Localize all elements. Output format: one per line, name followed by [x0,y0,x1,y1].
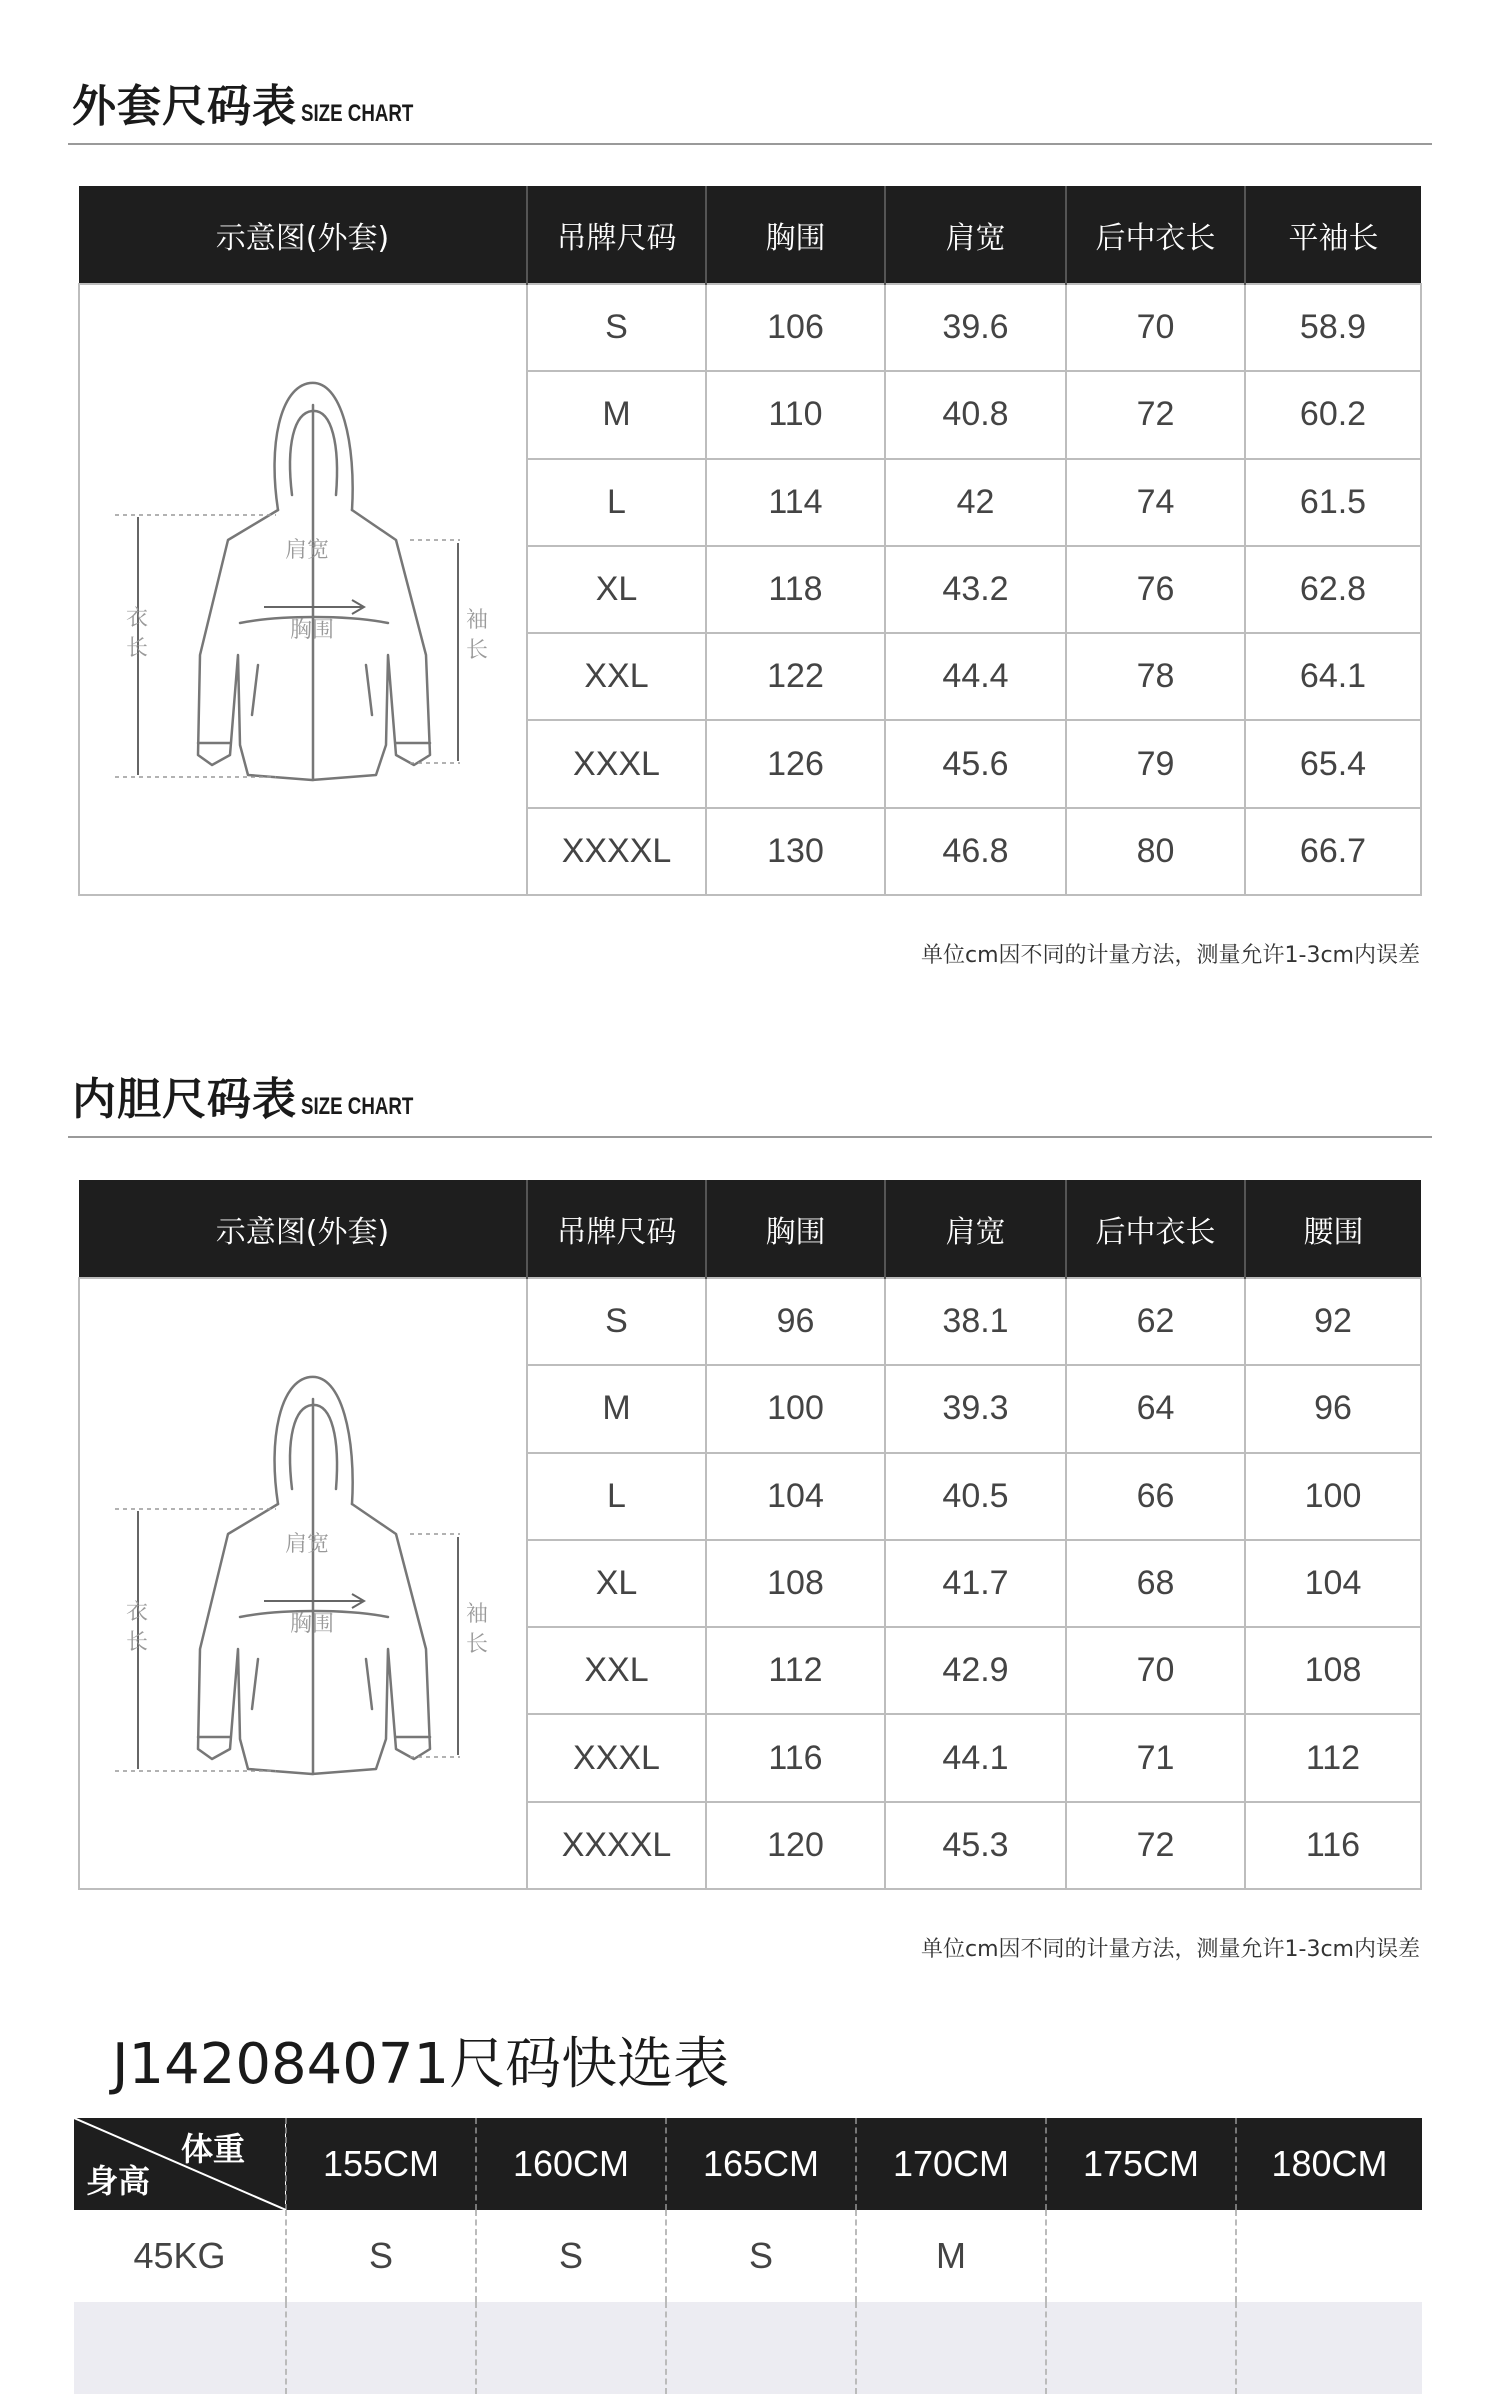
jacket-size-table [78,186,1422,896]
height-col-155: 155CM [286,2118,476,2210]
measurement-cell: 96 [1245,1365,1421,1452]
header-shoulder: 肩宽 [885,1180,1066,1278]
measurement-cell: 130 [706,808,885,895]
header-tag-size: 吊牌尺码 [527,1180,706,1278]
measurement-note: 单位cm因不同的计量方法，测量允许1-3cm内误差 [921,943,1420,968]
measurement-cell: 76 [1066,546,1245,633]
height-col-160: 160CM [476,2118,666,2210]
size-label-cell: XL [527,546,706,633]
header-tag-size: 吊牌尺码 [527,186,706,284]
sleeve-label: 袖 [466,1602,489,1627]
weight-label: 45KG [133,2235,226,2276]
measurement-cell: 120 [706,1802,885,1889]
measurement-cell: 122 [706,633,885,720]
quick-row [74,2302,1422,2394]
measurement-cell: 44.4 [885,633,1066,720]
jacket-diagram [80,1279,528,1879]
header-back-length: 后中衣长 [1066,1180,1245,1278]
size-label-cell: XL [527,1540,706,1627]
measurement-cell: 104 [1245,1540,1421,1627]
quick-cell [1236,2210,1422,2302]
quick-select-title: J142084071尺码快选表 [112,2032,730,2097]
length-label: 衣 [126,1600,149,1625]
measurement-cell: 108 [1245,1627,1421,1714]
quick-cell [666,2302,856,2394]
size-label-cell: XXL [527,1627,706,1714]
measurement-cell: 44.1 [885,1714,1066,1801]
quick-select-table [74,2118,1422,2394]
measurement-cell: 112 [1245,1714,1421,1801]
height-col-175: 175CM [1046,2118,1236,2210]
jacket-illustration-cell [79,1278,527,1889]
measurement-cell: 126 [706,720,885,807]
header-illustration: 示意图(外套) [79,186,527,284]
section-title-liner [72,1063,445,1127]
measurement-cell: 62 [1066,1278,1245,1365]
measurement-cell: 43.2 [885,546,1066,633]
section-subtitle: SIZE CHART [301,1093,414,1120]
jacket-illustration-cell [79,284,527,895]
length-label: 长 [126,1630,149,1655]
measurement-cell: 42 [885,459,1066,546]
measurement-cell: 92 [1245,1278,1421,1365]
measurement-cell: 72 [1066,1802,1245,1889]
quick-cell [476,2302,666,2394]
size-label-cell: XXXXL [527,1802,706,1889]
sleeve-label: 长 [466,1632,489,1657]
section-divider [68,143,1432,145]
chest-label: 胸围 [290,1612,335,1637]
measurement-cell: 66.7 [1245,808,1421,895]
sleeve-label: 袖 [466,608,489,633]
measurement-cell: 114 [706,459,885,546]
measurement-cell: 40.5 [885,1453,1066,1540]
size-row [79,284,1421,371]
header-waist: 腰围 [1245,1180,1421,1278]
measurement-cell: 79 [1066,720,1245,807]
header-chest: 胸围 [706,1180,885,1278]
measurement-cell: 38.1 [885,1278,1066,1365]
header-chest: 胸围 [706,186,885,284]
shoulder-label: 肩宽 [285,538,330,563]
measurement-cell: 96 [706,1278,885,1365]
measurement-cell: 70 [1066,284,1245,371]
height-col-165: 165CM [666,2118,856,2210]
measurement-cell: 70 [1066,1627,1245,1714]
size-label-cell: L [527,459,706,546]
size-label-cell: M [527,371,706,458]
size-label-cell: XXXL [527,1714,706,1801]
measurement-cell: 66 [1066,1453,1245,1540]
header-illustration: 示意图(外套) [79,1180,527,1278]
measurement-cell: 68 [1066,1540,1245,1627]
measurement-cell: 116 [706,1714,885,1801]
quick-cell: M [856,2210,1046,2302]
height-col-180: 180CM [1236,2118,1422,2210]
table-header-row [79,1180,1421,1278]
quick-cell: S [666,2210,856,2302]
measurement-cell: 118 [706,546,885,633]
liner-size-table [78,1180,1422,1890]
measurement-cell: 106 [706,284,885,371]
quick-cell: S [476,2210,666,2302]
section-title-text: 内胆尺码表 [72,1074,297,1125]
measurement-cell: 78 [1066,633,1245,720]
measurement-cell: 71 [1066,1714,1245,1801]
measurement-cell: 40.8 [885,371,1066,458]
header-shoulder: 肩宽 [885,186,1066,284]
size-row [79,1278,1421,1365]
size-label-cell: XXL [527,633,706,720]
header-sleeve: 平袖长 [1245,186,1421,284]
measurement-cell: 65.4 [1245,720,1421,807]
size-label-cell: M [527,1365,706,1452]
measurement-cell: 110 [706,371,885,458]
section-title-text: 外套尺码表 [72,81,297,132]
measurement-cell: 104 [706,1453,885,1540]
measurement-cell: 39.6 [885,284,1066,371]
measurement-cell: 100 [706,1365,885,1452]
table-header-row [79,186,1421,284]
measurement-cell: 45.6 [885,720,1066,807]
quick-cell [1046,2302,1236,2394]
section-subtitle: SIZE CHART [301,100,414,127]
quick-cell [856,2302,1046,2394]
measurement-cell: 64 [1066,1365,1245,1452]
measurement-cell: 46.8 [885,808,1066,895]
measurement-note: 单位cm因不同的计量方法，测量允许1-3cm内误差 [921,1937,1420,1962]
size-label-cell: L [527,1453,706,1540]
length-label: 长 [126,636,149,661]
measurement-cell: 100 [1245,1453,1421,1540]
measurement-cell: 80 [1066,808,1245,895]
measurement-cell: 58.9 [1245,284,1421,371]
section-title-jacket [72,70,445,134]
measurement-cell: 72 [1066,371,1245,458]
quick-cell: S [286,2210,476,2302]
measurement-cell: 61.5 [1245,459,1421,546]
measurement-cell: 42.9 [885,1627,1066,1714]
jacket-diagram [80,285,528,885]
measurement-cell: 62.8 [1245,546,1421,633]
measurement-cell: 45.3 [885,1802,1066,1889]
corner-height-label: 身高 [86,2162,151,2200]
size-label-cell: XXXXL [527,808,706,895]
quick-cell [1236,2302,1422,2394]
size-label-cell: S [527,1278,706,1365]
quick-cell [286,2302,476,2394]
quick-row [74,2210,1422,2302]
corner-weight-label: 体重 [180,2130,245,2168]
shoulder-label: 肩宽 [285,1532,330,1557]
header-back-length: 后中衣长 [1066,186,1245,284]
measurement-cell: 116 [1245,1802,1421,1889]
measurement-cell: 74 [1066,459,1245,546]
size-label-cell: S [527,284,706,371]
quick-header-row [74,2118,1422,2210]
measurement-cell: 39.3 [885,1365,1066,1452]
section-divider [68,1136,1432,1138]
measurement-cell: 60.2 [1245,371,1421,458]
measurement-cell: 112 [706,1627,885,1714]
sleeve-label: 长 [466,638,489,663]
corner-cell [74,2118,286,2210]
height-col-170: 170CM [856,2118,1046,2210]
length-label: 衣 [126,606,149,631]
size-label-cell: XXXL [527,720,706,807]
measurement-cell: 108 [706,1540,885,1627]
measurement-cell: 41.7 [885,1540,1066,1627]
quick-cell [1046,2210,1236,2302]
measurement-cell: 64.1 [1245,633,1421,720]
chest-label: 胸围 [290,618,335,643]
weight-label [74,2302,286,2394]
